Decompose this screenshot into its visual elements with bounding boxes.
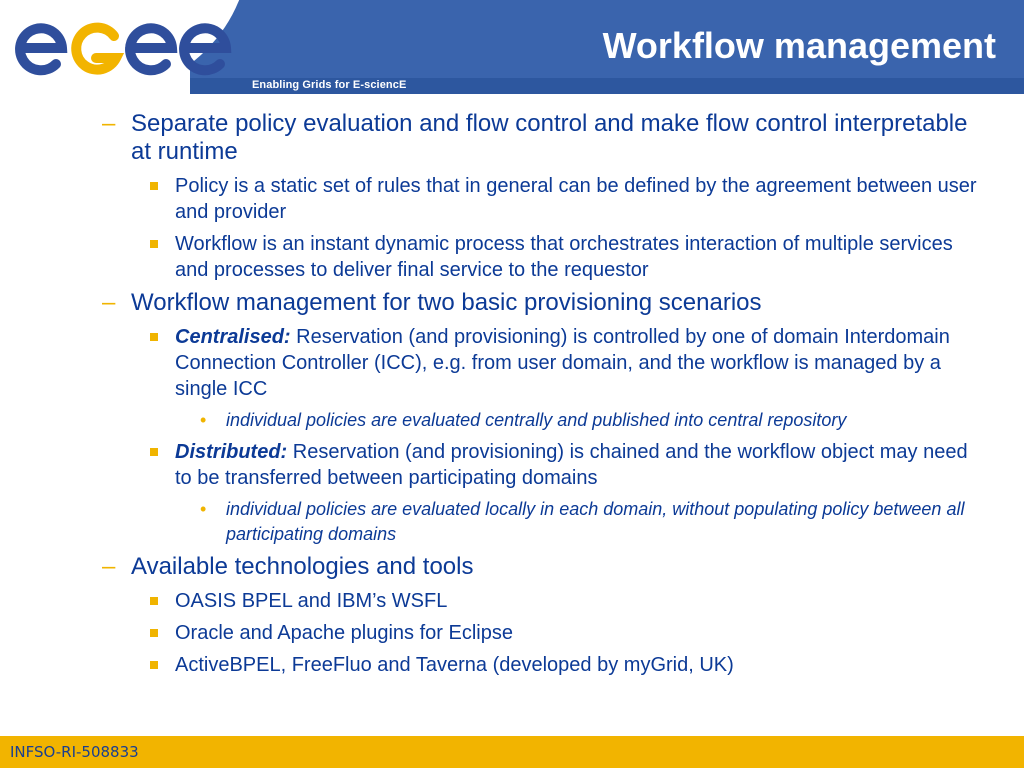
bullet-text: Policy is a static set of rules that in general can be defined by the agreement between user and provider — [175, 175, 977, 223]
square-bullet-icon — [150, 629, 158, 637]
section-text: Separate policy evaluation and flow control and make flow control interpretable at runtime — [131, 110, 968, 165]
bullet-text: OASIS BPEL and IBM’s WSFL — [175, 590, 448, 612]
slide-header — [0, 0, 1024, 96]
square-bullet-icon — [150, 661, 158, 669]
bullet-item — [0, 652, 1024, 678]
section-item — [0, 553, 1024, 581]
bullet-item — [0, 588, 1024, 614]
bullet-text: ActiveBPEL, FreeFluo and Taverna (developed by myGrid, UK) — [175, 654, 734, 676]
bullet-item — [0, 439, 1024, 491]
sub-bullet-item — [0, 497, 1024, 547]
bullet-label: Centralised: — [175, 326, 291, 348]
section-text: Workflow management for two basic provisioning scenarios — [131, 289, 762, 316]
section-item — [0, 110, 1024, 166]
header-tagline: Enabling Grids for E-sciencE — [252, 79, 407, 91]
square-bullet-icon — [150, 448, 158, 456]
slide-content — [0, 110, 1024, 684]
bullet-text: Workflow is an instant dynamic process that orchestrates interaction of multiple services and processes to deliver final service to the requestor — [175, 233, 953, 281]
logo-letter-e2 — [130, 28, 172, 70]
dot-bullet-icon: • — [200, 499, 207, 519]
slide-footer — [0, 736, 1024, 768]
logo-letter-e1 — [20, 28, 62, 70]
square-bullet-icon — [150, 240, 158, 248]
slide-title: Workflow management — [602, 25, 996, 66]
section-item — [0, 289, 1024, 317]
bullet-item — [0, 620, 1024, 646]
square-bullet-icon — [150, 182, 158, 190]
bullet-item — [0, 173, 1024, 225]
bullet-item — [0, 324, 1024, 402]
project-id: INFSO-RI-508833 — [10, 743, 139, 761]
bullet-item — [0, 231, 1024, 283]
square-bullet-icon — [150, 597, 158, 605]
bullet-text: Reservation (and provisioning) is chained and the workflow object may need to be transferred between participating domains — [175, 441, 968, 489]
sub-bullet-item — [0, 408, 1024, 433]
dash-bullet-icon: – — [102, 553, 116, 580]
logo-letter-e3 — [184, 28, 226, 70]
sub-bullet-text: individual policies are evaluated centrally and published into central repository — [226, 410, 847, 430]
dash-bullet-icon: – — [102, 110, 116, 137]
bullet-text: Reservation (and provisioning) is controlled by one of domain Interdomain Connection Controller (ICC), e.g. from user domain, and the workflow is managed by a single ICC — [175, 326, 950, 400]
sub-bullet-text: individual policies are evaluated locally in each domain, without populating policy between all participating domains — [226, 499, 965, 544]
section-text: Available technologies and tools — [131, 553, 474, 580]
logo-letter-g — [76, 28, 116, 70]
bullet-text: Oracle and Apache plugins for Eclipse — [175, 622, 513, 644]
bullet-label: Distributed: — [175, 441, 288, 463]
square-bullet-icon — [150, 333, 158, 341]
dash-bullet-icon: – — [102, 289, 116, 316]
dot-bullet-icon: • — [200, 410, 207, 430]
egee-logo — [12, 18, 237, 80]
